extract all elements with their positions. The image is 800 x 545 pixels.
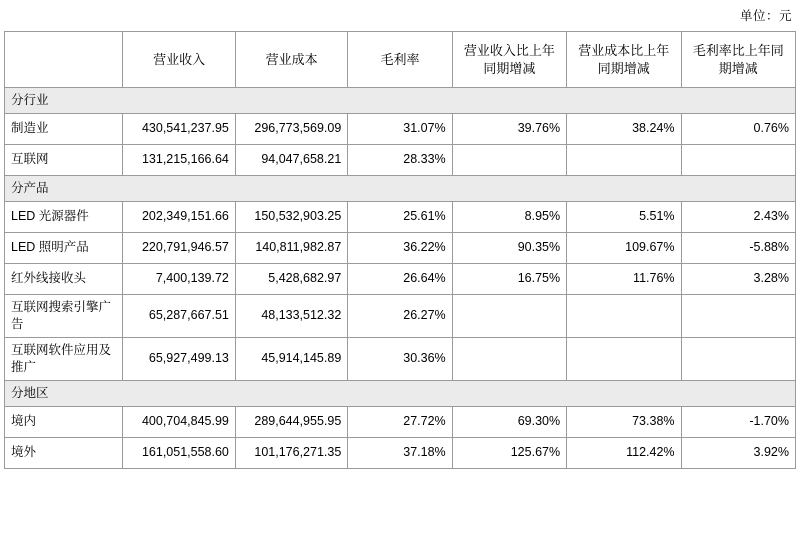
cell-cost-change: [567, 144, 681, 175]
row-label: 互联网搜索引擎广告: [5, 294, 123, 337]
header-cell-blank: [5, 32, 123, 88]
header-cell-revenue-change: 营业收入比上年同期增减: [452, 32, 566, 88]
cell-cost: 140,811,982.87: [235, 232, 347, 263]
cell-cost: 296,773,569.09: [235, 113, 347, 144]
section-header-row: [5, 88, 796, 114]
cell-margin-change: 2.43%: [681, 201, 795, 232]
cell-revenue-change: 125.67%: [452, 437, 566, 468]
cell-cost-change: 73.38%: [567, 406, 681, 437]
table-row: [5, 294, 796, 337]
cell-margin-change: [681, 337, 795, 380]
cell-cost-change: 38.24%: [567, 113, 681, 144]
row-label: 制造业: [5, 113, 123, 144]
table-row: [5, 113, 796, 144]
table-header: [5, 32, 796, 88]
header-cell-gross-margin: 毛利率: [348, 32, 452, 88]
cell-cost: 94,047,658.21: [235, 144, 347, 175]
cell-cost: 150,532,903.25: [235, 201, 347, 232]
cell-cost-change: 11.76%: [567, 263, 681, 294]
cell-cost: 45,914,145.89: [235, 337, 347, 380]
header-cell-cost-change: 营业成本比上年同期增减: [567, 32, 681, 88]
section-header-row: [5, 380, 796, 406]
header-cell-revenue: 营业收入: [123, 32, 235, 88]
financial-breakdown-table: [4, 31, 796, 469]
table-row: [5, 437, 796, 468]
section-title: 分行业: [5, 88, 796, 114]
table-row: [5, 406, 796, 437]
cell-margin-change: [681, 144, 795, 175]
cell-cost-change: [567, 294, 681, 337]
cell-gross-margin: 26.27%: [348, 294, 452, 337]
cell-revenue: 7,400,139.72: [123, 263, 235, 294]
row-label: 互联网: [5, 144, 123, 175]
cell-gross-margin: 27.72%: [348, 406, 452, 437]
cell-gross-margin: 28.33%: [348, 144, 452, 175]
cell-gross-margin: 30.36%: [348, 337, 452, 380]
section-title: 分地区: [5, 380, 796, 406]
table-row: [5, 337, 796, 380]
cell-cost: 48,133,512.32: [235, 294, 347, 337]
row-label: 境内: [5, 406, 123, 437]
cell-cost: 101,176,271.35: [235, 437, 347, 468]
cell-margin-change: -1.70%: [681, 406, 795, 437]
cell-revenue: 161,051,558.60: [123, 437, 235, 468]
cell-revenue-change: 8.95%: [452, 201, 566, 232]
cell-gross-margin: 25.61%: [348, 201, 452, 232]
table-row: [5, 232, 796, 263]
table-row: [5, 144, 796, 175]
cell-gross-margin: 36.22%: [348, 232, 452, 263]
cell-margin-change: 3.28%: [681, 263, 795, 294]
unit-note: 单位：元: [739, 9, 792, 23]
table-body: [5, 88, 796, 469]
header-cell-cost: 营业成本: [235, 32, 347, 88]
row-label: LED 光源器件: [5, 201, 123, 232]
cell-gross-margin: 31.07%: [348, 113, 452, 144]
cell-revenue: 65,927,499.13: [123, 337, 235, 380]
table-row: [5, 201, 796, 232]
cell-revenue: 202,349,151.66: [123, 201, 235, 232]
cell-revenue-change: [452, 337, 566, 380]
cell-gross-margin: 26.64%: [348, 263, 452, 294]
row-label: 境外: [5, 437, 123, 468]
cell-revenue: 430,541,237.95: [123, 113, 235, 144]
cell-revenue-change: [452, 144, 566, 175]
cell-margin-change: 0.76%: [681, 113, 795, 144]
cell-revenue-change: 90.35%: [452, 232, 566, 263]
cell-revenue-change: 39.76%: [452, 113, 566, 144]
table-row: [5, 263, 796, 294]
header-row: [5, 32, 796, 88]
cell-revenue: 400,704,845.99: [123, 406, 235, 437]
row-label: LED 照明产品: [5, 232, 123, 263]
cell-cost-change: 112.42%: [567, 437, 681, 468]
cell-cost-change: 109.67%: [567, 232, 681, 263]
cell-margin-change: -5.88%: [681, 232, 795, 263]
cell-gross-margin: 37.18%: [348, 437, 452, 468]
cell-cost: 289,644,955.95: [235, 406, 347, 437]
row-label: 红外线接收头: [5, 263, 123, 294]
cell-cost-change: 5.51%: [567, 201, 681, 232]
cell-revenue: 65,287,667.51: [123, 294, 235, 337]
section-header-row: [5, 175, 796, 201]
cell-revenue-change: 16.75%: [452, 263, 566, 294]
cell-cost-change: [567, 337, 681, 380]
cell-margin-change: 3.92%: [681, 437, 795, 468]
cell-revenue: 220,791,946.57: [123, 232, 235, 263]
cell-revenue: 131,215,166.64: [123, 144, 235, 175]
section-title: 分产品: [5, 175, 796, 201]
header-cell-margin-change: 毛利率比上年同期增减: [681, 32, 795, 88]
cell-cost: 5,428,682.97: [235, 263, 347, 294]
cell-revenue-change: 69.30%: [452, 406, 566, 437]
cell-revenue-change: [452, 294, 566, 337]
cell-margin-change: [681, 294, 795, 337]
row-label: 互联网软件应用及推广: [5, 337, 123, 380]
